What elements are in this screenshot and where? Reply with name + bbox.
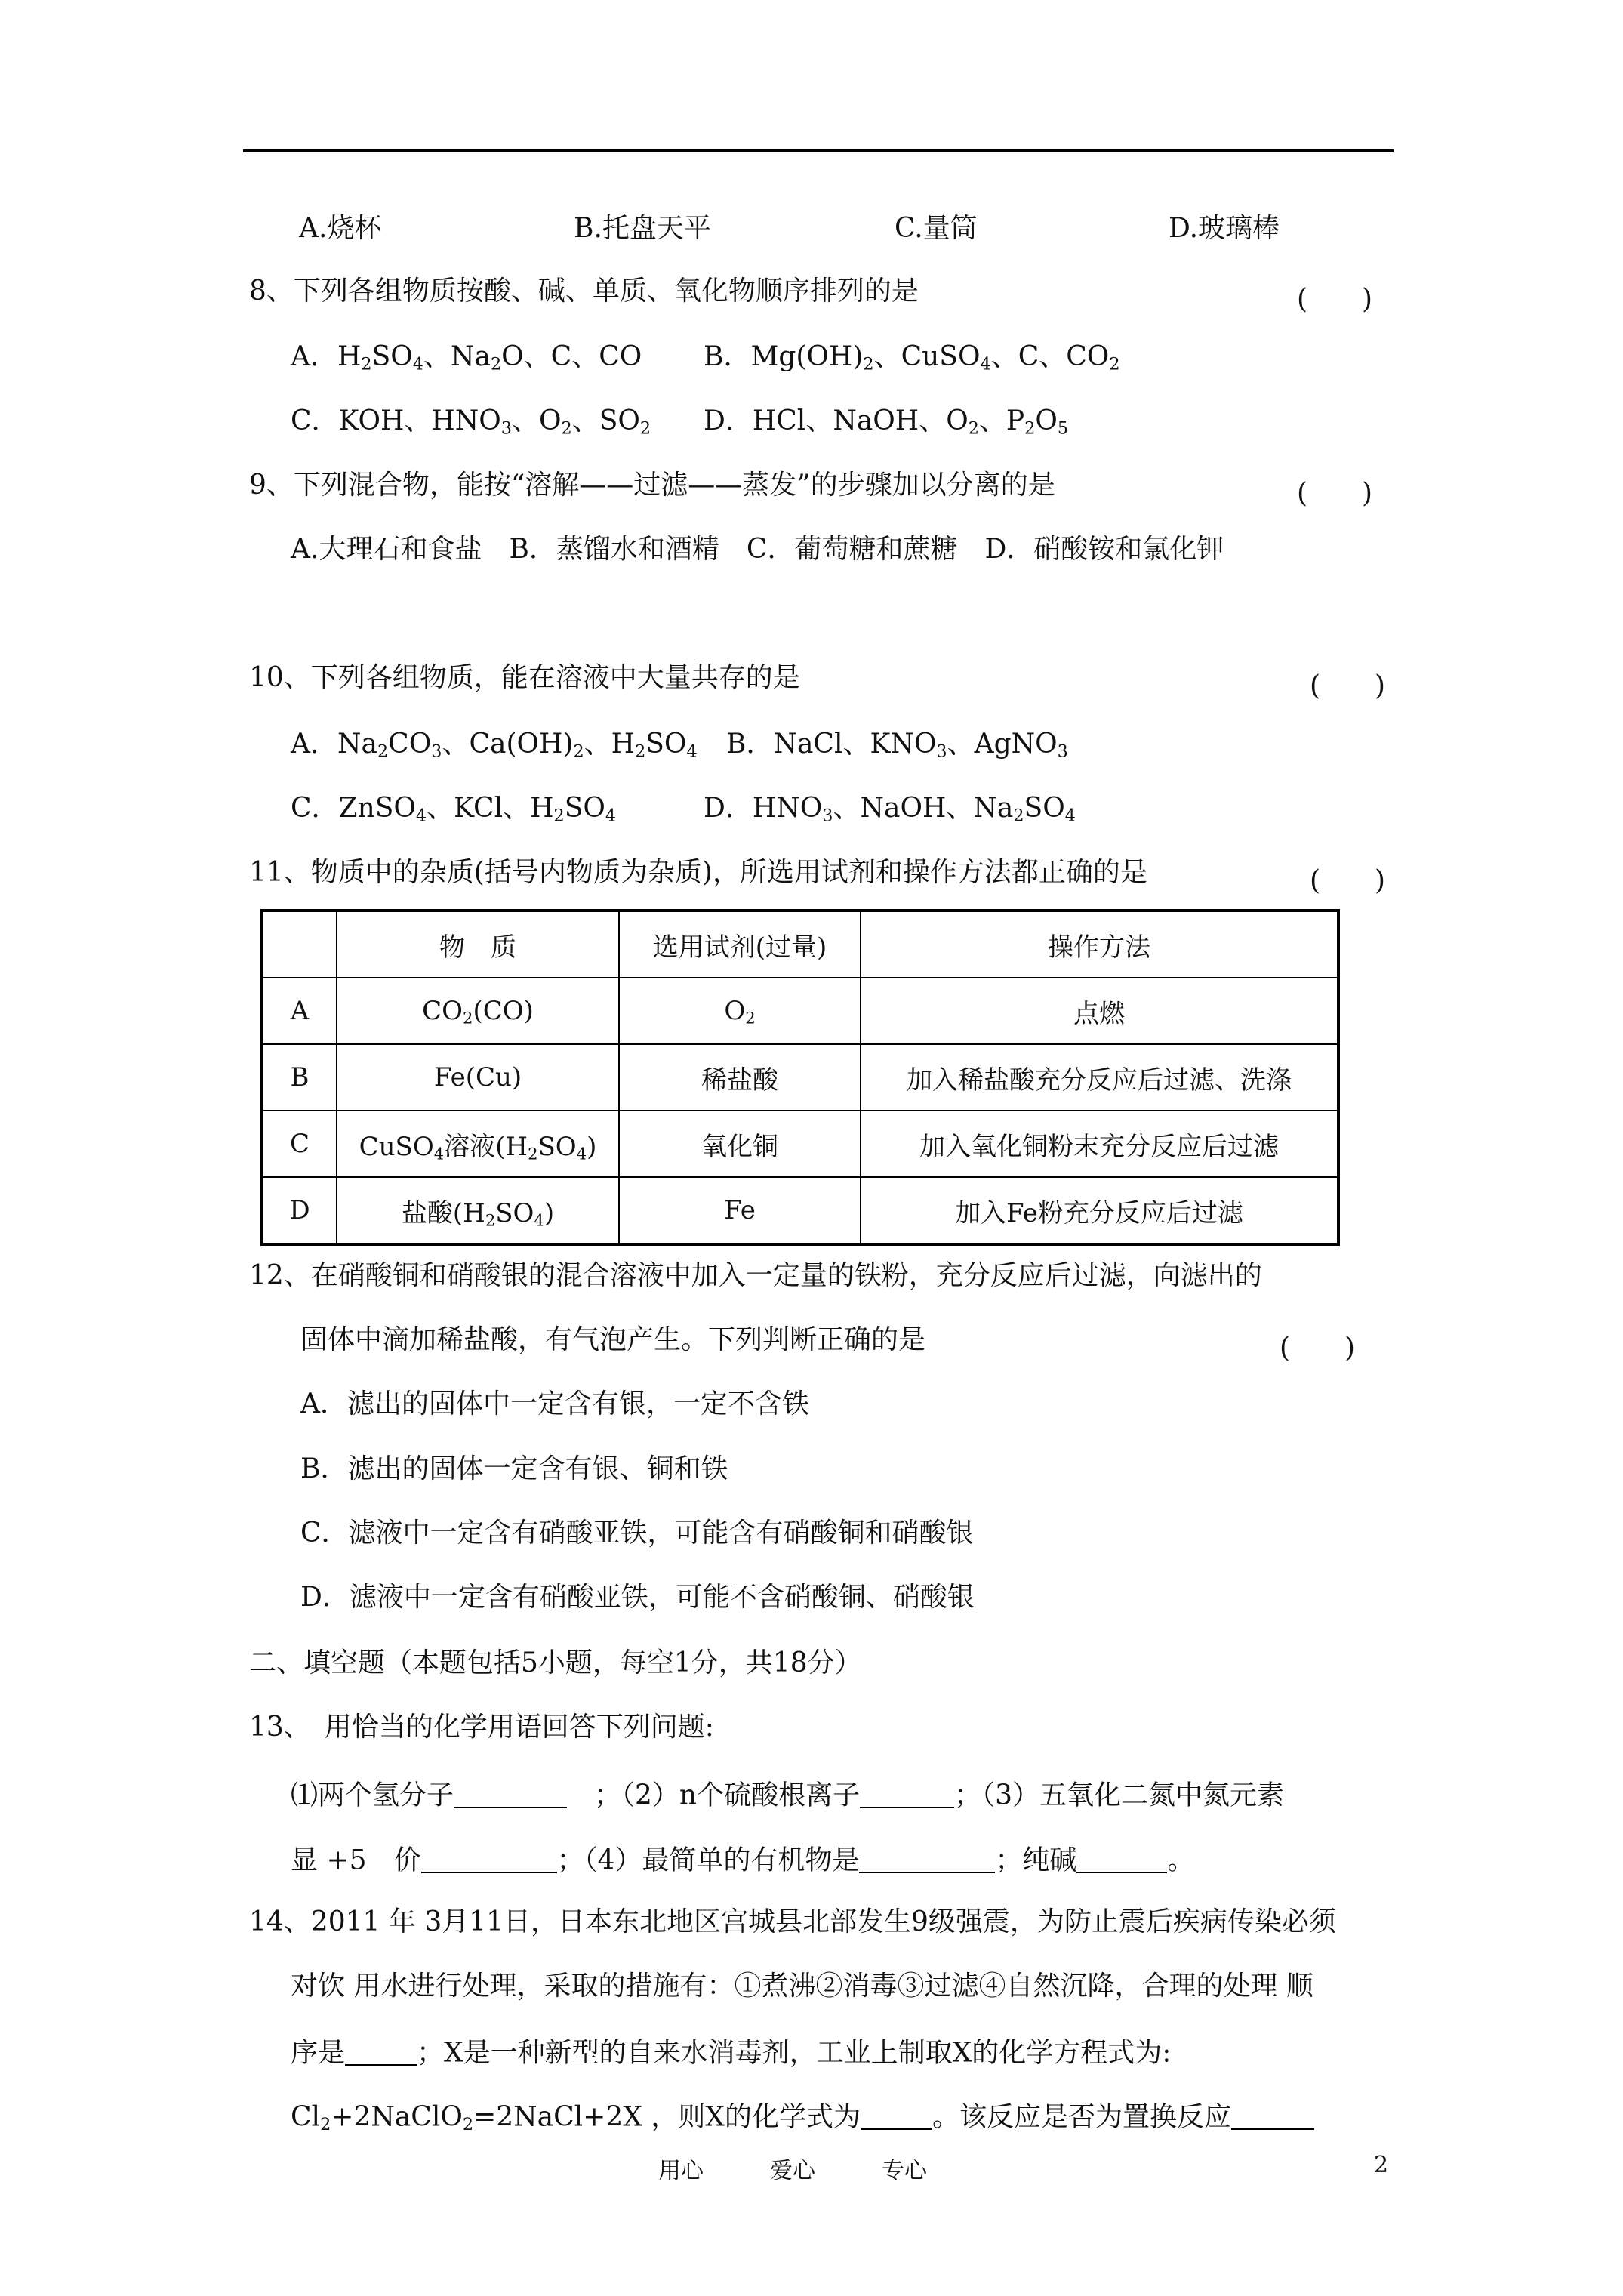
q12-stem-line1: 12、在硝酸铜和硝酸银的混合溶液中加入一定量的铁粉，充分反应后过滤，向滤出的 xyxy=(249,1260,1262,1291)
q13-stem: 13、 用恰当的化学用语回答下列问题: xyxy=(249,1712,714,1743)
answer-blank[interactable] xyxy=(345,2037,417,2066)
q12-option-d: D．滤液中一定含有硝酸亚铁，可能不含硝酸铜、硝酸银 xyxy=(300,1582,975,1613)
table-header-cell: 物 质 xyxy=(337,911,619,978)
table-row xyxy=(262,978,1338,1044)
q14-line1: 14、2011 年 3月11日，日本东北地区宫城县北部发生9级强震，为防止震后疾病传染必须 xyxy=(249,1906,1336,1937)
q11-answer-paren: ( ) xyxy=(1310,865,1386,896)
row-substance: $CO_2(CO)$ xyxy=(337,978,619,1044)
q8-answer-paren: ( ) xyxy=(1297,284,1373,315)
q10-stem: 10、下列各组物质，能在溶液中大量共存的是 xyxy=(249,662,800,693)
row-label: D xyxy=(262,1177,337,1244)
q13-line1: ⑴两个氢分子 ；（2）n个硫酸根离子 ；（3）五氧化二氮中氮元素 xyxy=(291,1780,1285,1811)
row-substance: Fe(Cu) xyxy=(337,1044,619,1111)
page-number: 2 xyxy=(1374,2152,1389,2178)
q8-option-b: B．$Mg(OH)_2$、CuSO$_4$、C、$CO_2$ xyxy=(704,341,1120,374)
q10-option-b: B．NaCl、$KNO_3$、AgNO$_3$ xyxy=(726,729,1068,762)
answer-blank[interactable] xyxy=(859,1845,995,1873)
q14-line3: 序是 ；X是一种新型的自来水消毒剂，工业上制取X的化学方程式为: xyxy=(291,2037,1172,2069)
answer-blank[interactable] xyxy=(1231,2101,1314,2130)
table-row xyxy=(262,1044,1338,1111)
section-heading: 二、填空题（本题包括5小题，每空1分，共18分） xyxy=(249,1647,862,1678)
footer-text: 专心 xyxy=(882,2158,927,2184)
row-label: A xyxy=(262,978,337,1044)
q7-option-b: B.托盘天平 xyxy=(574,213,711,244)
q14-line4: $Cl_2+2NaClO_2=2NaCl+2X$ ，则X的化学式为 。该反应是否为置换反应 xyxy=(291,2101,1314,2131)
q7-option-a: A.烧杯 xyxy=(299,213,382,244)
q12-option-c: C．滤液中一定含有硝酸亚铁，可能含有硝酸铜和硝酸银 xyxy=(300,1518,974,1549)
row-label: B xyxy=(262,1044,337,1111)
row-substance: 盐酸$(H_2SO_4)$ xyxy=(337,1177,619,1244)
table-header-cell: 操作方法 xyxy=(861,911,1338,978)
row-method: 加入氧化铜粉末充分反应后过滤 xyxy=(861,1111,1338,1177)
row-substance: CuSO$_4$溶液$(H_2SO_4)$ xyxy=(337,1111,619,1177)
q7-option-d: D.玻璃棒 xyxy=(1169,213,1280,244)
q12-stem-line2: 固体中滴加稀盐酸，有气泡产生。下列判断正确的是 xyxy=(300,1324,926,1355)
answer-blank[interactable] xyxy=(860,1780,954,1808)
q11-table xyxy=(260,909,1340,1246)
row-method: 点燃 xyxy=(861,978,1338,1044)
row-reagent: Fe xyxy=(619,1177,861,1244)
table-header-cell xyxy=(262,911,337,978)
q10-option-d: D．$HNO_3$、NaOH、$Na_2SO_4$ xyxy=(704,793,1076,826)
answer-blank[interactable] xyxy=(1076,1845,1167,1873)
q9-options: A.大理石和食盐 B．蒸馏水和酒精 C．葡萄糖和蔗糖 D．硝酸铵和氯化钾 xyxy=(291,534,1224,565)
table-row xyxy=(262,1177,1338,1244)
row-reagent: 稀盐酸 xyxy=(619,1044,861,1111)
q10-option-a: A．$Na_2CO_3$、$Ca(OH)_2$、$H_2SO_4$ xyxy=(291,729,698,762)
q11-stem: 11、物质中的杂质(括号内物质为杂质)，所选用试剂和操作方法都正确的是 xyxy=(249,857,1147,888)
table-row xyxy=(262,1111,1338,1177)
q12-option-a: A．滤出的固体中一定含有银，一定不含铁 xyxy=(300,1388,809,1419)
row-reagent: $O_2$ xyxy=(619,978,861,1044)
footer-text: 用心 xyxy=(658,2158,704,2184)
q10-option-c: C．ZnSO$_4$、KCl、$H_2SO_4$ xyxy=(291,793,617,826)
answer-blank[interactable] xyxy=(861,2101,932,2130)
row-label: C xyxy=(262,1111,337,1177)
q8-option-d: D．HCl、NaOH、$O_2$、$P_2O_5$ xyxy=(704,405,1069,439)
row-reagent: 氧化铜 xyxy=(619,1111,861,1177)
q7-option-c: C.量筒 xyxy=(895,213,978,244)
q10-answer-paren: ( ) xyxy=(1310,670,1386,701)
row-method: 加入稀盐酸充分反应后过滤、洗涤 xyxy=(861,1044,1338,1111)
answer-blank[interactable] xyxy=(421,1845,557,1873)
footer-text: 爱心 xyxy=(770,2158,815,2184)
table-header-row xyxy=(262,911,1338,978)
answer-blank[interactable] xyxy=(454,1780,567,1808)
q12-answer-paren: ( ) xyxy=(1280,1333,1356,1364)
q13-line2: 显 +5 价 ；（4）最简单的有机物是 ；纯碱 。 xyxy=(291,1845,1195,1876)
q12-option-b: B．滤出的固体一定含有银、铜和铁 xyxy=(300,1453,728,1484)
q9-answer-paren: ( ) xyxy=(1297,478,1373,509)
q14-line2: 对饮 用水进行处理，采取的措施有：①煮沸②消毒③过滤④自然沉降，合理的处理 顺 xyxy=(291,1971,1313,2002)
table-header-cell: 选用试剂(过量) xyxy=(619,911,861,978)
q8-option-a: A．$H_2SO_4$、$Na_2O$、C、CO xyxy=(291,341,642,374)
q8-option-c: C．KOH、$HNO_3$、$O_2$、$SO_2$ xyxy=(291,405,651,439)
q8-stem: 8、下列各组物质按酸、碱、单质、氧化物顺序排列的是 xyxy=(249,276,919,307)
q9-stem: 9、下列混合物，能按“溶解——过滤——蒸发”的步骤加以分离的是 xyxy=(249,470,1055,501)
header-rule xyxy=(243,149,1394,152)
row-method: 加入Fe粉充分反应后过滤 xyxy=(861,1177,1338,1244)
